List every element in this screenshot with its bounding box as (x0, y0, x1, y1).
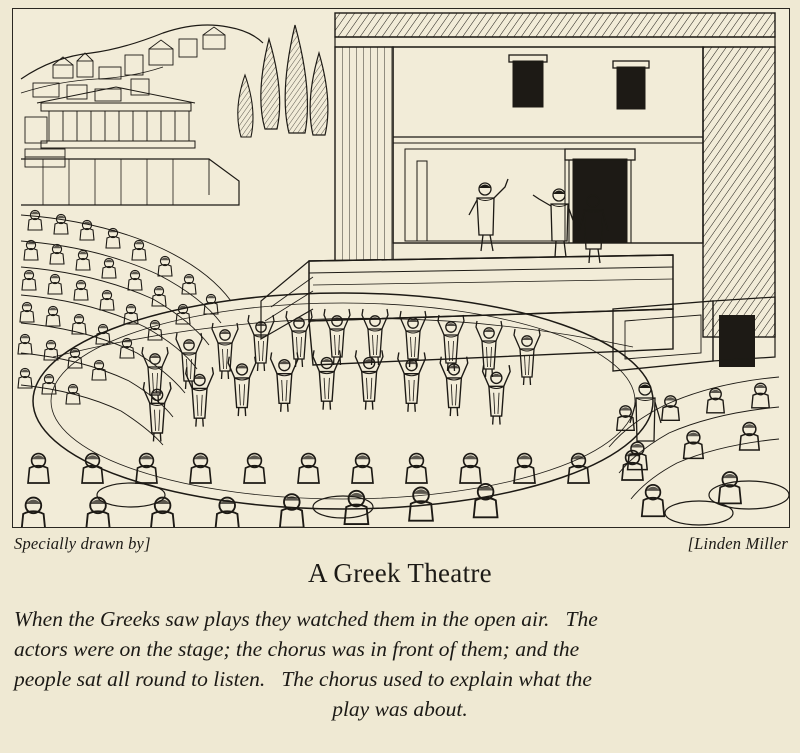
credit-line (12, 534, 788, 558)
credit-drawn-by: Specially drawn by] (14, 534, 151, 553)
body-line-1: When the Greeks saw plays they watched them in the open air. The (14, 607, 598, 631)
caption-title: A Greek Theatre (308, 558, 492, 588)
body-line-3: people sat all round to listen. The chorus used to explain what the (14, 667, 592, 691)
body-line-4: play was about. (332, 697, 468, 721)
greek-theatre-illustration (13, 9, 789, 527)
illustration-plate (12, 8, 790, 528)
body-line-2: actors were on the stage; the chorus was in front of them; and the (14, 637, 580, 661)
body-paragraph (14, 604, 786, 724)
credit-artist: [Linden Miller (687, 534, 788, 553)
